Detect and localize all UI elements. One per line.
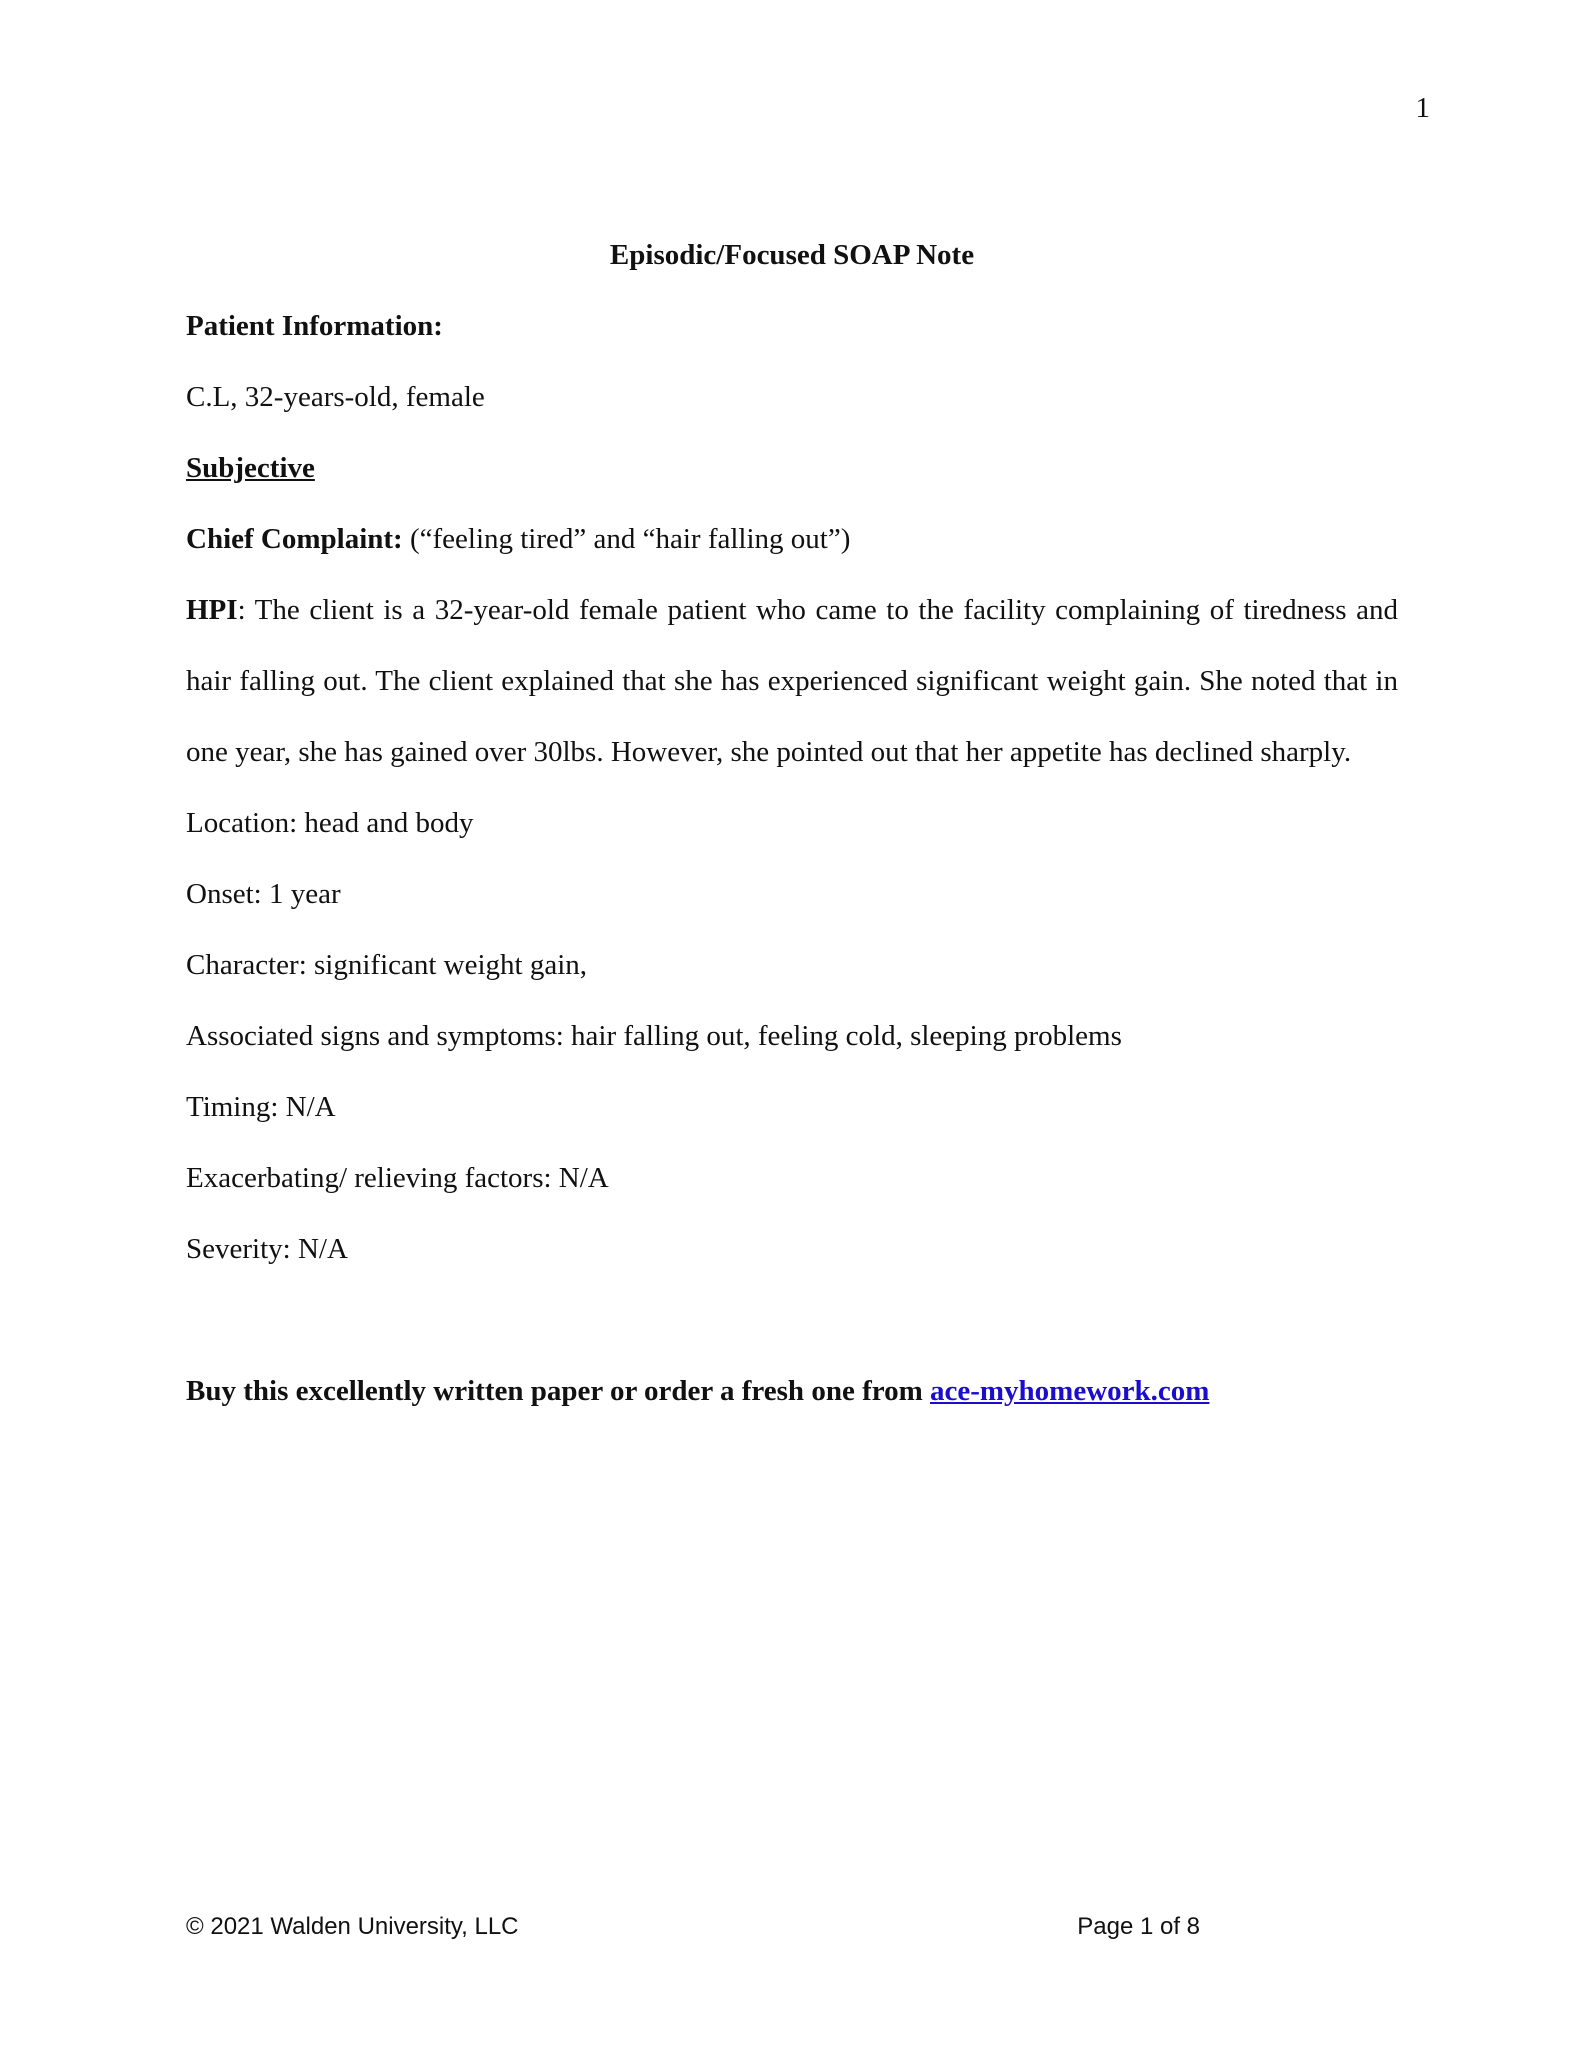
promo-link[interactable]: ace-myhomework.com: [929, 1375, 1210, 1407]
timing-line: Timing: N/A: [186, 1091, 336, 1123]
patient-info-heading: Patient Information:: [186, 310, 443, 342]
footer-copyright: © 2021 Walden University, LLC: [186, 1913, 519, 1940]
character-line: Character: significant weight gain,: [186, 949, 588, 981]
hpi-label: HPI: [186, 594, 238, 626]
chief-complaint: [186, 504, 1398, 575]
severity-line: Severity: N/A: [186, 1233, 348, 1265]
hpi-paragraph: [186, 575, 1398, 788]
promo-line: [186, 1356, 1398, 1427]
patient-info: C.L, 32-years-old, female: [186, 381, 485, 413]
exacerbating-line: Exacerbating/ relieving factors: N/A: [186, 1162, 609, 1194]
footer-page-info: Page 1 of 8: [1077, 1913, 1200, 1940]
associated-symptoms-line: Associated signs and symptoms: hair falling out, feeling cold, sleeping problems: [186, 1020, 1122, 1052]
location-line: Location: head and body: [186, 807, 474, 839]
page-number: 1: [1415, 92, 1430, 124]
subjective-heading: Subjective: [186, 452, 315, 484]
onset-line: Onset: 1 year: [186, 878, 341, 910]
chief-complaint-text: (“feeling tired” and “hair falling out”): [402, 523, 851, 555]
hpi-text: : The client is a 32-year-old female patient who came to the facility complaining of tiredness and hair falling out. The client explained that she has experienced significant weight gain. She noted that in one year, she has gained over 30lbs. However, she pointed out that her appetite has declined sharply.: [186, 594, 1398, 768]
spacer: [186, 1285, 1398, 1356]
promo-text: Buy this excellently written paper or order a fresh one from: [186, 1375, 930, 1407]
document-title: Episodic/Focused SOAP Note: [609, 239, 975, 271]
chief-complaint-label: Chief Complaint:: [186, 523, 403, 555]
document-body: [186, 220, 1398, 1427]
